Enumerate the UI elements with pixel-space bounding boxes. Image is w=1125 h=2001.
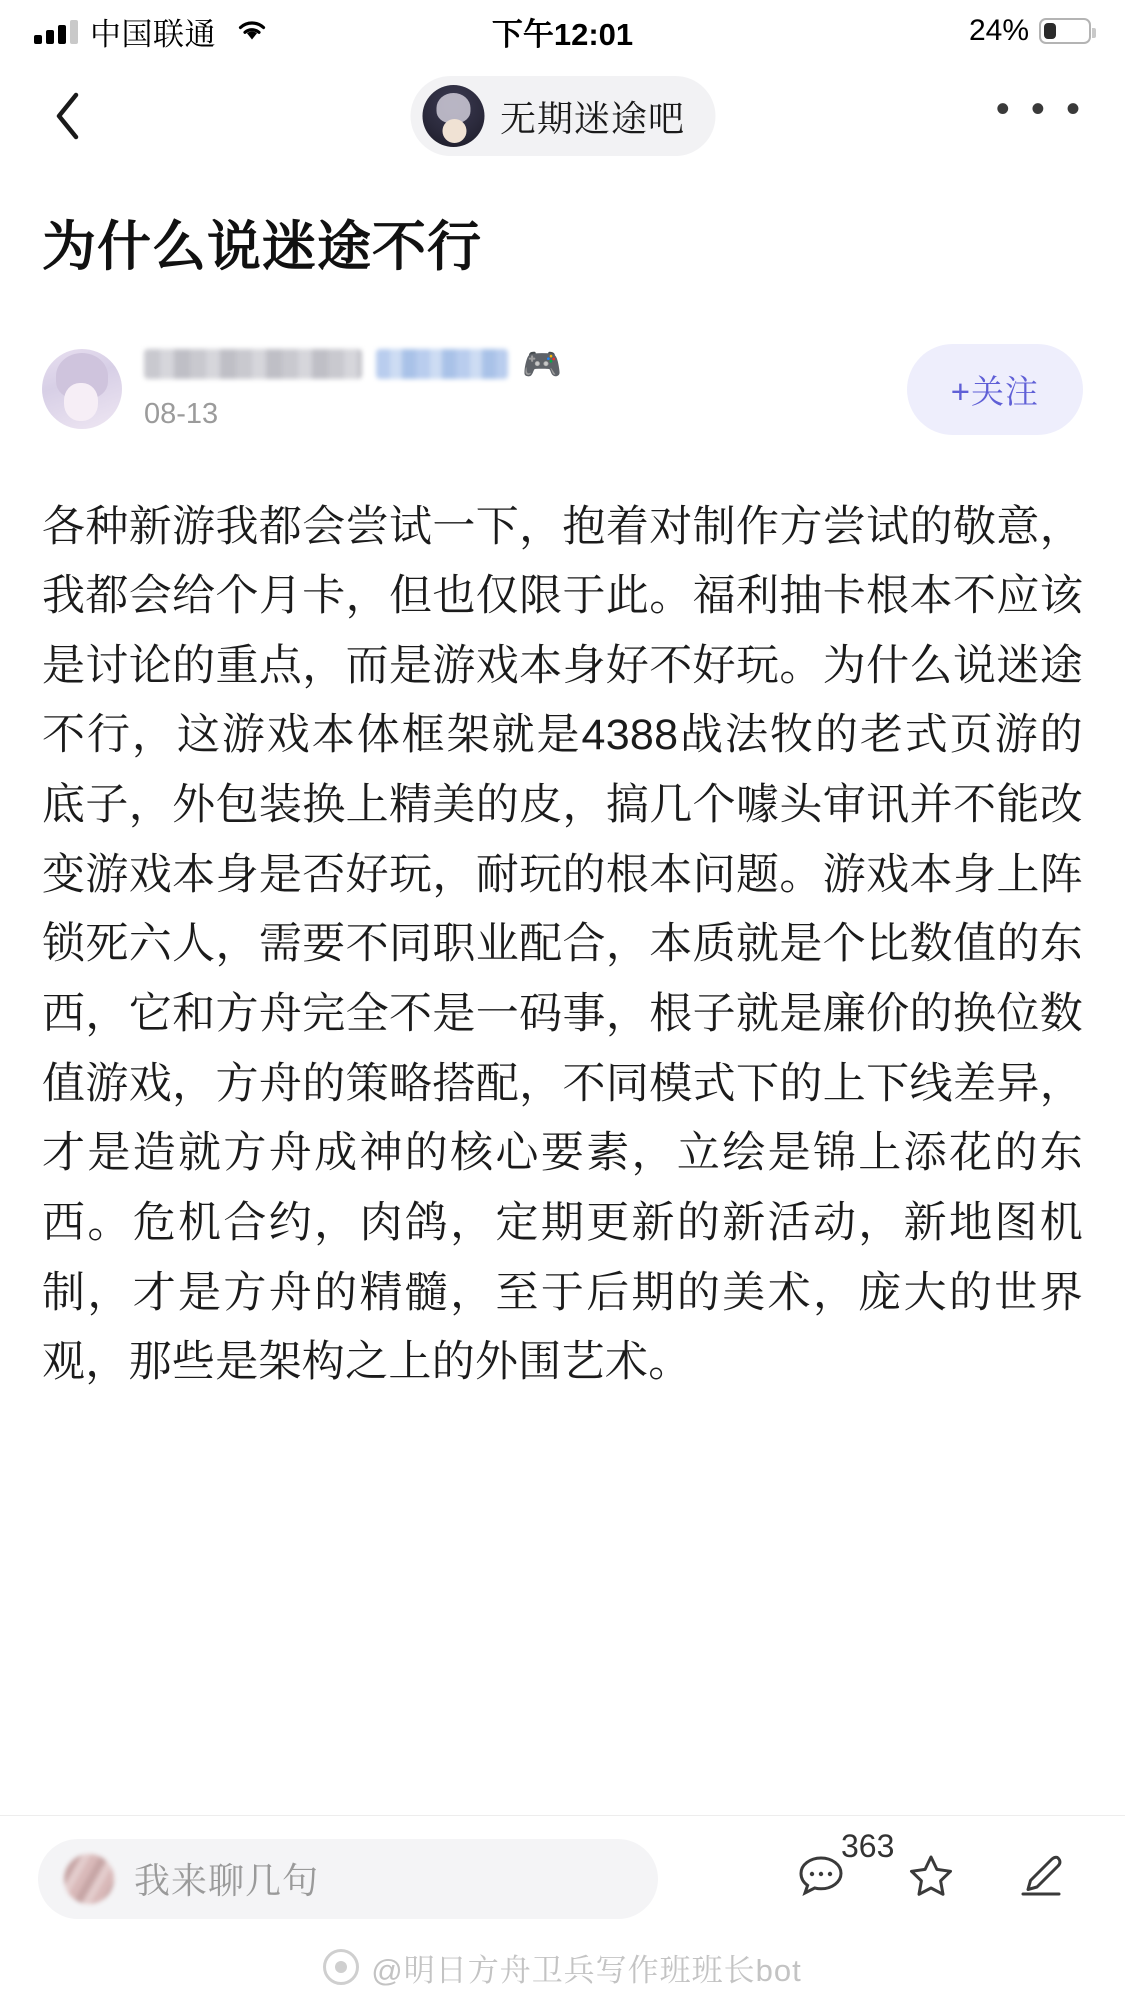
post-date: 08-13 [144, 397, 219, 430]
avatar[interactable] [42, 349, 122, 429]
author-name-redacted-secondary [376, 349, 508, 379]
bar-avatar [422, 85, 484, 147]
user-avatar [64, 1854, 114, 1904]
comment-action[interactable] [793, 1828, 895, 1909]
status-bar-right [969, 14, 1091, 48]
back-button[interactable] [40, 88, 96, 144]
star-icon [903, 1848, 959, 1909]
bar-name-label: 无期迷途吧 [499, 97, 686, 139]
favorite-action[interactable] [903, 1848, 959, 1909]
game-badge-icon: 🎮 [522, 345, 562, 382]
author-info [144, 345, 907, 431]
author-name-redacted [144, 349, 362, 379]
author-name-line [144, 345, 907, 382]
signal-bars-icon [34, 18, 78, 44]
status-bar [0, 0, 1125, 62]
wifi-icon [234, 16, 270, 47]
article-container [0, 170, 1125, 1398]
battery-icon [1039, 18, 1091, 44]
more-dots-icon[interactable]: • • • [995, 87, 1085, 131]
navigation-bar [0, 62, 1125, 170]
weibo-logo-icon [323, 1949, 359, 1985]
action-icons [793, 1828, 1087, 1909]
bar-title-chip[interactable] [410, 76, 715, 156]
status-bar-left [34, 9, 270, 54]
follow-button[interactable]: +关注 [907, 344, 1083, 435]
compose-action[interactable] [1013, 1848, 1069, 1909]
comment-placeholder: 我来聊几句 [134, 1860, 320, 1901]
watermark [0, 1941, 1125, 1993]
status-bar-clock: 下午12:01 [491, 16, 634, 52]
page-title: 为什么说迷途不行 [42, 217, 482, 277]
watermark-text: @明日方舟卫兵写作班班长bot [371, 1952, 802, 1988]
bottom-action-bar [0, 1815, 1125, 1941]
article-body: 各种新游我都会尝试一下，抱着对制作方尝试的敬意，我都会给个月卡，但也仅限于此。福利抽卡根本不应该是讨论的重点，而是游戏本身好不好玩。为什么说迷途不行，这游戏本体框架就是4388战法牧的老式页游的底子，外包装换上精美的皮，搞几个噱头审讯并不能改变游戏本身是否好玩，耐玩的根本问题。游戏本身上阵锁死六人，需要不同职业配合，本质就是个比数值的东西，它和方舟完全不是一码事，根子就是廉价的换位数值游戏，方舟的策略搭配，不同模式下的上下线差异，才是造就方舟成神的核心要素，立绘是锦上添花的东西。危机合约，肉鸽，定期更新的新活动，新地图机制，才是方舟的精髓，至于后期的美术，庞大的世界观，那些是架构之上的外围艺术。 [42, 502, 1083, 1387]
comment-count: 363 [841, 1828, 895, 1864]
author-row [42, 344, 1083, 435]
carrier-label: 中国联通 [90, 16, 216, 52]
compose-icon [1013, 1848, 1069, 1909]
comment-input[interactable] [38, 1839, 658, 1919]
battery-percent-label: 24% [968, 14, 1029, 47]
